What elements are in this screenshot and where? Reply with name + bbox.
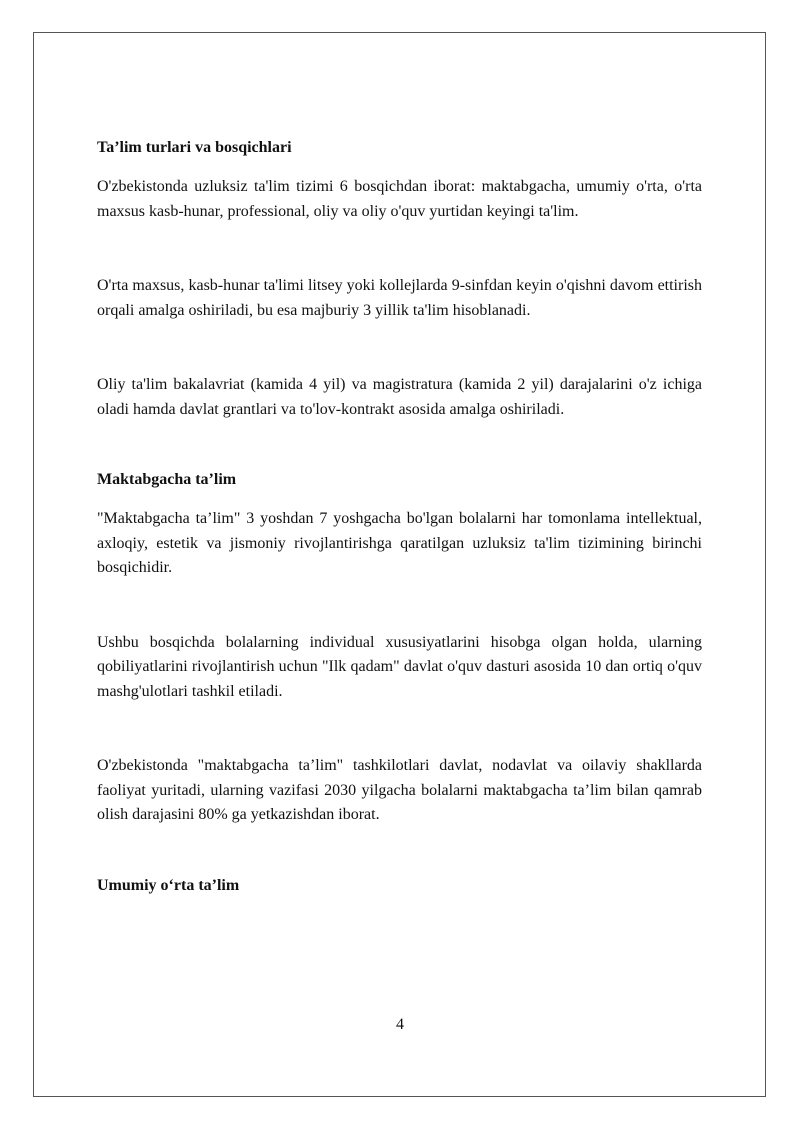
- paragraph: O'zbekistonda "maktabgacha ta’lim" tashkilotlari davlat, nodavlat va oilaviy shakllarda faoliyat yuritadi, ularning vazifasi 2030 yilgacha bolalarni maktabgacha ta’lim bilan qamrab olish darajasini 80% ga yetkazishdan iborat.: [97, 757, 702, 823]
- section-heading-talim-turlari: Ta’lim turlari va bosqichlari: [97, 139, 292, 156]
- page-number: 4: [396, 1016, 404, 1033]
- document-body: [97, 136, 702, 898]
- paragraph: O'rta maxsus, kasb-hunar ta'limi litsey yoki kollejlarda 9-sinfdan keyin o'qishni davom ettirish orqali amalga oshiriladi, bu esa majburiy 3 yillik ta'lim hisoblanadi.: [97, 277, 702, 319]
- section-heading-maktabgacha: Maktabgacha ta’lim: [97, 471, 237, 488]
- paragraph: Ushbu bosqichda bolalarning individual xususiyatlarini hisobga olgan holda, ularning qobiliyatlarini rivojlantirish uchun "Ilk qadam" davlat o'quv dasturi asosida 10 dan ortiq o'quv mashg'ulotlari tashkil etiladi.: [97, 633, 702, 700]
- paragraph: "Maktabgacha ta’lim" 3 yoshdan 7 yoshgacha bo'lgan bolalarni har tomonlama intellektual, axloqiy, estetik va jismoniy rivojlantirishga qaratilgan uzluksiz ta'lim tizimining birinchi bosqichidir.: [97, 510, 702, 576]
- section-heading-umumiy-orta: Umumiy o‘rta ta’lim: [97, 876, 240, 894]
- paragraph: Oliy ta'lim bakalavriat (kamida 4 yil) va magistratura (kamida 2 yil) darajalarini o'z ichiga oladi hamda davlat grantlari va to'lov-kontrakt asosida amalga oshiriladi.: [97, 376, 702, 418]
- paragraph: O'zbekistonda uzluksiz ta'lim tizimi 6 bosqichdan iborat: maktabgacha, umumiy o'rta, o'rta maxsus kasb-hunar, professional, oliy va oliy o'quv yurtidan keyingi ta'lim.: [97, 178, 702, 220]
